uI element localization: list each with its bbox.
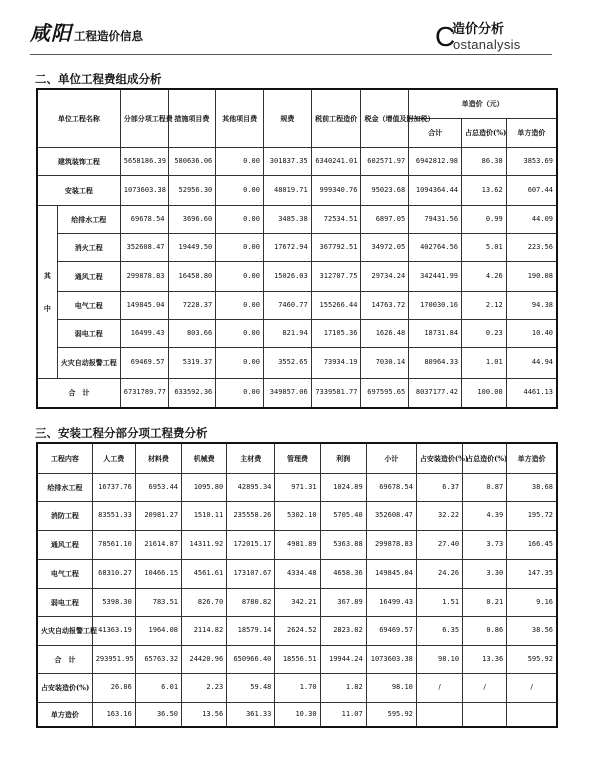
brand-title: [30, 22, 143, 44]
cell: 3552.65: [263, 347, 311, 378]
cell: 0.99: [462, 205, 507, 233]
cell: 95023.68: [361, 175, 409, 205]
cell: 1.01: [462, 347, 507, 378]
cell: 1073603.38: [366, 645, 416, 673]
cell: 27.40: [416, 530, 462, 559]
cell: 13.56: [182, 702, 227, 727]
cell: 8780.82: [227, 588, 275, 616]
cell: 166.45: [507, 530, 557, 559]
col-header: 材料费: [135, 443, 181, 473]
cell: 36.50: [135, 702, 181, 727]
header-divider: [30, 54, 552, 55]
cell: 4461.13: [506, 378, 557, 408]
cell: 69678.54: [120, 205, 168, 233]
cell: 3.30: [463, 559, 507, 588]
cell: 0.86: [463, 616, 507, 645]
cell: 580636.06: [168, 147, 216, 175]
cell: 18556.51: [275, 645, 320, 673]
table-row: [37, 261, 557, 291]
cell: 0.00: [216, 291, 264, 319]
cell: 52956.30: [168, 175, 216, 205]
cell: 1.70: [275, 673, 320, 702]
cell: 44.94: [506, 347, 557, 378]
cell: 83551.33: [92, 501, 135, 530]
row-label: 电气工程: [57, 291, 120, 319]
col-header-dzj: 单造价（元）: [409, 89, 557, 118]
cell: 4561.61: [182, 559, 227, 588]
cell: 2823.82: [320, 616, 366, 645]
cell: 16499.43: [366, 588, 416, 616]
cell: 1024.89: [320, 473, 366, 501]
unit-cost-table: [36, 88, 558, 409]
row-label: 单方造价: [37, 702, 92, 727]
col-header-ygj: 税前工程造价: [311, 89, 361, 147]
row-label: 合 计: [37, 378, 120, 408]
table-row-total: [37, 645, 557, 673]
logo-letter: C: [435, 21, 456, 52]
cell: 0.00: [216, 347, 264, 378]
row-label: 通风工程: [57, 261, 120, 291]
cell: 16458.80: [168, 261, 216, 291]
section2-title: 三、安装工程分部分项工程费分析: [35, 426, 208, 440]
table-row: [37, 205, 557, 233]
cell: 1510.11: [182, 501, 227, 530]
cell: 38.68: [507, 473, 557, 501]
cell: 4.26: [462, 261, 507, 291]
page-header: [0, 0, 595, 60]
cell: 65763.32: [135, 645, 181, 673]
cell: 3485.38: [263, 205, 311, 233]
row-label: 合 计: [37, 645, 92, 673]
col-header: 工程内容: [37, 443, 92, 473]
cell: 5658186.39: [120, 147, 168, 175]
cell: 803.66: [168, 319, 216, 347]
cell: 14763.72: [361, 291, 409, 319]
cell: 4658.36: [320, 559, 366, 588]
table-row: [37, 702, 557, 727]
row-label: 建筑装饰工程: [37, 147, 120, 175]
cell: 100.00: [462, 378, 507, 408]
row-label: 电气工程: [37, 559, 92, 588]
cell: 352608.47: [366, 501, 416, 530]
cell: 5.01: [462, 233, 507, 261]
cell: 7460.77: [263, 291, 311, 319]
col-header-sj: 税金（增值及附加税）: [361, 89, 409, 147]
table-row: [37, 347, 557, 378]
row-label: 弱电工程: [37, 588, 92, 616]
cell: 32.22: [416, 501, 462, 530]
cell: 6897.05: [361, 205, 409, 233]
cell: 9.16: [507, 588, 557, 616]
cell: /: [507, 673, 557, 702]
cell: 821.94: [263, 319, 311, 347]
qizhong-char-1: 其: [43, 270, 51, 280]
cell: 16499.43: [120, 319, 168, 347]
cell: 17672.94: [263, 233, 311, 261]
col-header-name: 单位工程名称: [37, 89, 120, 147]
cell: 59.48: [227, 673, 275, 702]
col-header: 利润: [320, 443, 366, 473]
cell: 73934.19: [311, 347, 361, 378]
cell: 13.36: [463, 645, 507, 673]
cell: 5302.10: [275, 501, 320, 530]
cell: 163.16: [92, 702, 135, 727]
cell: 312707.75: [311, 261, 361, 291]
row-label: 消防工程: [37, 501, 92, 530]
cell: 34972.05: [361, 233, 409, 261]
cell: 0.87: [463, 473, 507, 501]
cell: 38.56: [507, 616, 557, 645]
cell: 14311.92: [182, 530, 227, 559]
cell: [416, 702, 462, 727]
cell: 86.38: [462, 147, 507, 175]
cell: 0.00: [216, 261, 264, 291]
cell: 94.38: [506, 291, 557, 319]
cell: 3853.69: [506, 147, 557, 175]
cell: 697595.65: [361, 378, 409, 408]
table-row: [37, 501, 557, 530]
cell: 5319.37: [168, 347, 216, 378]
row-label: 通风工程: [37, 530, 92, 559]
cell: 1964.08: [135, 616, 181, 645]
cell: 633592.36: [168, 378, 216, 408]
cell: 29734.24: [361, 261, 409, 291]
cell: 6.37: [416, 473, 462, 501]
col-header: 主材费: [227, 443, 275, 473]
cell: 10466.15: [135, 559, 181, 588]
cell: 7339581.77: [311, 378, 361, 408]
cell: 223.56: [506, 233, 557, 261]
cell: 352608.47: [120, 233, 168, 261]
cell: 342441.99: [409, 261, 462, 291]
table-row: [37, 473, 557, 501]
col-header-dfzj: 单方造价: [506, 118, 557, 147]
cell: 18731.84: [409, 319, 462, 347]
col-header: 人工费: [92, 443, 135, 473]
col-header-gf: 规费: [263, 89, 311, 147]
cell: 783.51: [135, 588, 181, 616]
cell: 999340.76: [311, 175, 361, 205]
cell: 4334.48: [275, 559, 320, 588]
cell: 6731789.77: [120, 378, 168, 408]
cell: 7030.14: [361, 347, 409, 378]
cell: 2.23: [182, 673, 227, 702]
table-row: [37, 319, 557, 347]
cell: 173107.67: [227, 559, 275, 588]
cell: 1.51: [416, 588, 462, 616]
cell: 79431.56: [409, 205, 462, 233]
row-label: 占安装造价(%): [37, 673, 92, 702]
table-row: [37, 673, 557, 702]
col-header-csxm: 措施项目费: [168, 89, 216, 147]
cell: 44.09: [506, 205, 557, 233]
cell: 26.86: [92, 673, 135, 702]
cell: 48019.71: [263, 175, 311, 205]
install-cost-table: [36, 442, 558, 728]
table-row: [37, 559, 557, 588]
cell: 24.26: [416, 559, 462, 588]
cell: 293951.95: [92, 645, 135, 673]
cell: 235558.26: [227, 501, 275, 530]
cell: 1626.48: [361, 319, 409, 347]
cell: 15026.03: [263, 261, 311, 291]
cell: 349857.06: [263, 378, 311, 408]
cell: 42895.34: [227, 473, 275, 501]
cell: 367792.51: [311, 233, 361, 261]
cell: /: [416, 673, 462, 702]
logo-cn-text: 造价分析: [452, 22, 505, 37]
qizhong-label: [37, 205, 57, 378]
logo-en-text: ostanalysis: [453, 37, 521, 52]
cell: 3696.60: [168, 205, 216, 233]
cell: 8037177.42: [409, 378, 462, 408]
cell: 0.00: [216, 319, 264, 347]
cell: 6340241.01: [311, 147, 361, 175]
cell: 5398.30: [92, 588, 135, 616]
cell: 1094364.44: [409, 175, 462, 205]
col-header-zb: 占总造价(%): [462, 118, 507, 147]
table-row: [37, 530, 557, 559]
col-header-hj: 合计: [409, 118, 462, 147]
table-row: [37, 588, 557, 616]
cell: 80964.33: [409, 347, 462, 378]
cell: 342.21: [275, 588, 320, 616]
col-header-qtxm: 其他项目费: [216, 89, 264, 147]
section1-title: 二、单位工程费组成分析: [35, 72, 162, 86]
cell: 0.00: [216, 233, 264, 261]
cell: 19449.50: [168, 233, 216, 261]
cell: 98.10: [416, 645, 462, 673]
cell: 595.92: [507, 645, 557, 673]
cell: 301837.35: [263, 147, 311, 175]
row-label: 给排水工程: [37, 473, 92, 501]
cell: 149845.04: [120, 291, 168, 319]
cell: /: [463, 673, 507, 702]
cell: 41363.19: [92, 616, 135, 645]
cell: 10.30: [275, 702, 320, 727]
cell: 0.23: [462, 319, 507, 347]
row-label: 火灾自动报警工程: [37, 616, 92, 645]
cell: 21614.87: [135, 530, 181, 559]
cell: 13.62: [462, 175, 507, 205]
cell: 147.35: [507, 559, 557, 588]
cell: 0.00: [216, 175, 264, 205]
cell: 971.31: [275, 473, 320, 501]
table-row: [37, 233, 557, 261]
cell: 607.44: [506, 175, 557, 205]
costanalysis-logo: [435, 22, 555, 56]
cell: 155266.44: [311, 291, 361, 319]
cell: [507, 702, 557, 727]
cell: 11.07: [320, 702, 366, 727]
cell: 299878.83: [120, 261, 168, 291]
cell: 2624.52: [275, 616, 320, 645]
cell: 0.00: [216, 205, 264, 233]
cell: 5363.88: [320, 530, 366, 559]
col-header: 机械费: [182, 443, 227, 473]
table-row-total: [37, 378, 557, 408]
cell: 24420.96: [182, 645, 227, 673]
cell: 172015.17: [227, 530, 275, 559]
row-label: 消火工程: [57, 233, 120, 261]
col-header-fbfx: 分部分项工程费: [120, 89, 168, 147]
row-label: 给排水工程: [57, 205, 120, 233]
cell: 0.21: [463, 588, 507, 616]
cell: 1.82: [320, 673, 366, 702]
brand-subtitle: 工程造价信息: [74, 29, 143, 43]
cell: 69678.54: [366, 473, 416, 501]
cell: 2114.82: [182, 616, 227, 645]
cell: 78561.10: [92, 530, 135, 559]
cell: 72534.51: [311, 205, 361, 233]
cell: 595.92: [366, 702, 416, 727]
cell: 7228.37: [168, 291, 216, 319]
row-label: 火灾自动报警工程: [57, 347, 120, 378]
cell: 10.40: [506, 319, 557, 347]
cell: 17105.36: [311, 319, 361, 347]
cell: [463, 702, 507, 727]
cell: 18579.14: [227, 616, 275, 645]
cell: 2.12: [462, 291, 507, 319]
col-header: 单方造价: [507, 443, 557, 473]
cell: 0.00: [216, 378, 264, 408]
cell: 6942812.98: [409, 147, 462, 175]
cell: 299878.83: [366, 530, 416, 559]
brand-calligraphy: 咸阳: [30, 21, 72, 45]
cell: 195.72: [507, 501, 557, 530]
cell: 170030.16: [409, 291, 462, 319]
cell: 6953.44: [135, 473, 181, 501]
cell: 367.89: [320, 588, 366, 616]
cell: 826.70: [182, 588, 227, 616]
cell: 5705.40: [320, 501, 366, 530]
cell: 361.33: [227, 702, 275, 727]
cell: 4.39: [463, 501, 507, 530]
row-label: 弱电工程: [57, 319, 120, 347]
header-row: [37, 443, 557, 473]
cell: 16737.76: [92, 473, 135, 501]
table-row: [37, 147, 557, 175]
table-row: [37, 291, 557, 319]
cell: 190.08: [506, 261, 557, 291]
cell: 602571.97: [361, 147, 409, 175]
col-header: 小计: [366, 443, 416, 473]
row-label: 安装工程: [37, 175, 120, 205]
cell: 6.01: [135, 673, 181, 702]
cell: 6.35: [416, 616, 462, 645]
cell: 149845.04: [366, 559, 416, 588]
cell: 20981.27: [135, 501, 181, 530]
cell: 402764.56: [409, 233, 462, 261]
cell: 98.10: [366, 673, 416, 702]
cell: 3.73: [463, 530, 507, 559]
cell: 69469.57: [366, 616, 416, 645]
cell: 0.00: [216, 147, 264, 175]
col-header: 管理费: [275, 443, 320, 473]
table-row: [37, 175, 557, 205]
cell: 19944.24: [320, 645, 366, 673]
cell: 4981.89: [275, 530, 320, 559]
col-header: 占安装造价(%): [416, 443, 462, 473]
cell: 1073603.38: [120, 175, 168, 205]
cell: 68310.27: [92, 559, 135, 588]
cell: 1095.80: [182, 473, 227, 501]
cell: 650966.40: [227, 645, 275, 673]
cell: 69469.57: [120, 347, 168, 378]
table-row: [37, 616, 557, 645]
qizhong-char-2: 中: [43, 303, 51, 313]
col-header: 占总造价(%): [463, 443, 507, 473]
